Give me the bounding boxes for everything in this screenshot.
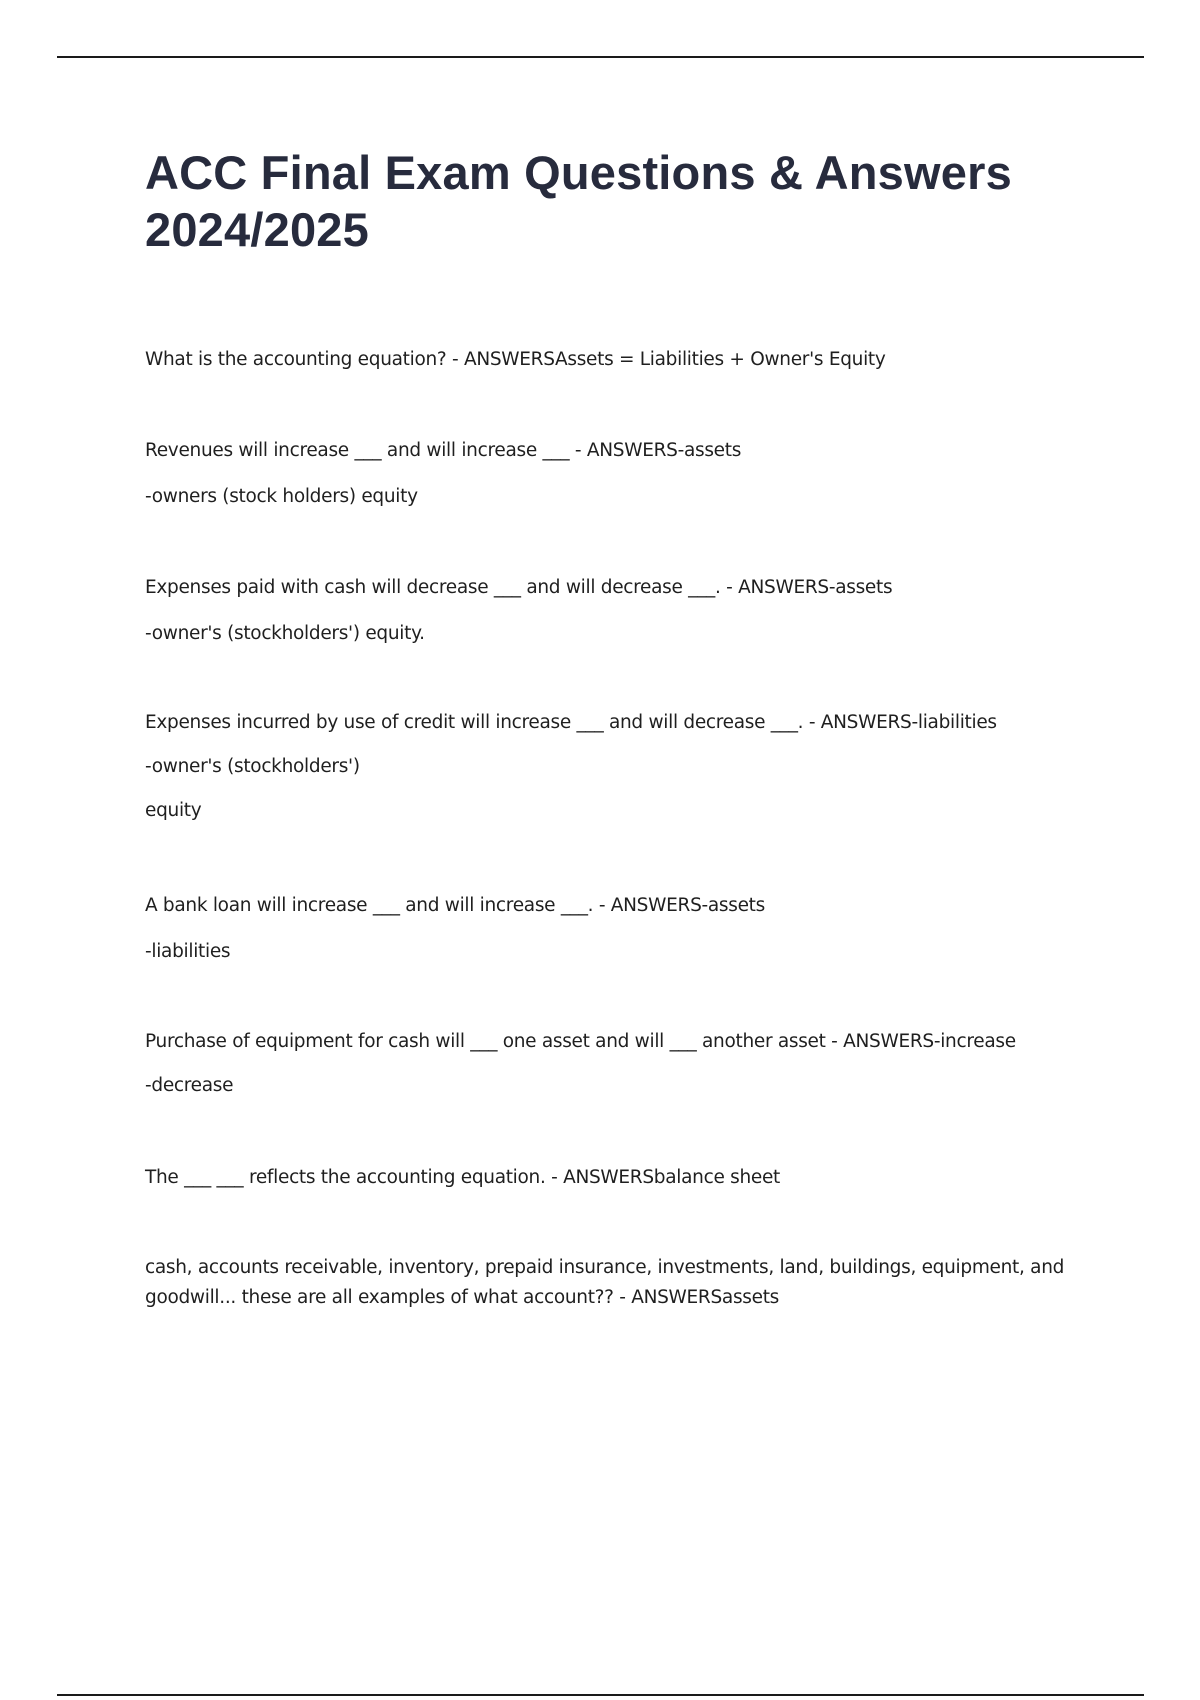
qa-line: -liabilities xyxy=(145,941,231,962)
qa-item-7 xyxy=(145,1155,1075,1201)
qa-line: cash, accounts receivable, inventory, prepaid insurance, investments, land, buildings, equipment, and goodwill... these are all examples of what account?? - ANSWERSassets xyxy=(145,1257,1065,1308)
qa-item-1 xyxy=(145,337,1075,383)
qa-line: equity xyxy=(145,800,202,821)
qa-item-8 xyxy=(145,1253,1075,1313)
qa-line: What is the accounting equation? - ANSWERSAssets = Liabilities + Owner's Equity xyxy=(145,349,886,370)
qa-line: The ___ ___ reflects the accounting equation. - ANSWERSbalance sheet xyxy=(145,1167,780,1188)
qa-line: Expenses paid with cash will decrease ___ and will decrease ___. - ANSWERS-assets xyxy=(145,577,893,598)
qa-line: -decrease xyxy=(145,1075,234,1096)
qa-line: Expenses incurred by use of credit will increase ___ and will decrease ___. - ANSWERS-liabilities xyxy=(145,712,997,733)
qa-item-2 xyxy=(145,428,1075,520)
qa-line: -owner's (stockholders') equity. xyxy=(145,623,425,644)
qa-item-4 xyxy=(145,701,1075,833)
qa-line: Purchase of equipment for cash will ___ one asset and will ___ another asset - ANSWERS-increase xyxy=(145,1031,1016,1052)
qa-item-3 xyxy=(145,565,1075,657)
bottom-divider xyxy=(57,1694,1144,1696)
document-title: ACC Final Exam Questions & Answers 2024/2025 xyxy=(145,146,1012,256)
top-divider xyxy=(57,56,1144,58)
qa-line: Revenues will increase ___ and will increase ___ - ANSWERS-assets xyxy=(145,440,742,461)
qa-item-5 xyxy=(145,883,1075,975)
qa-line: A bank loan will increase ___ and will increase ___. - ANSWERS-assets xyxy=(145,895,765,916)
qa-line: -owners (stock holders) equity xyxy=(145,486,418,507)
qa-item-6 xyxy=(145,1020,1075,1108)
qa-line: -owner's (stockholders') xyxy=(145,756,360,777)
